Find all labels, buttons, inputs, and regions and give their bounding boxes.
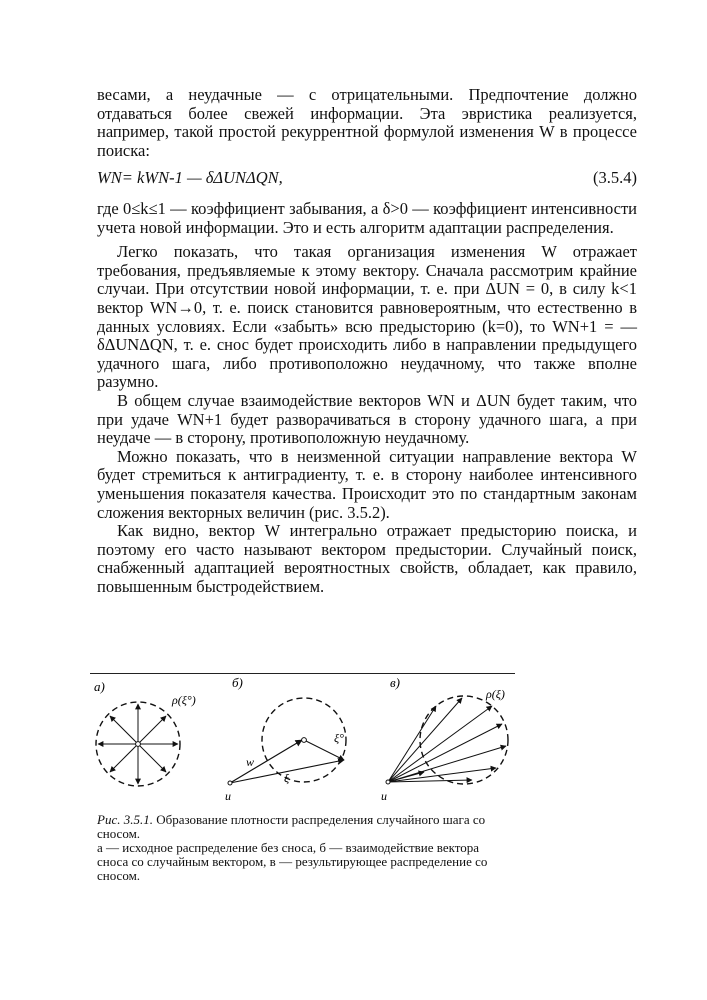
panel-c-distribution-circle: [420, 696, 508, 784]
panel-b-w-label: w: [246, 755, 255, 769]
paragraph-5: Можно показать, что в неизменной ситуации направление вектора W будет стремиться к антиградиенту, т. е. в сторону наиболее интенсивного уменьшения показателя качества. Происходит это по стандартным законам сложения векторных величин (рис. 3.5.2).: [97, 446, 637, 522]
panel-a-arrow: [110, 744, 138, 772]
formula-text: WN= kWN-1 — δΔUNΔQN,: [97, 168, 283, 187]
panel-c-origin: [386, 780, 390, 784]
panel-b-label: б): [232, 676, 243, 690]
panel-a-label: a): [94, 679, 105, 694]
paragraph-3: Легко показать, что такая организация изменения W отражает требования, предъявляемые к этому вектору. Сначала рассмотрим крайние случаи. При отсутствии новой информации, т. е. при ΔUN = 0, в силу k<1 вектор WN→0, т. е. поиск становится равновероятным, что естественно в данных условиях. Если «забыть» всю предысторию (k=0), то WN+1 = —δΔUNΔQN, т. е. снос будет происходить либо в направлении предыдущего удачного шага, либо противоположно неудачному, что также вполне разумно.: [97, 242, 637, 392]
panel-b-xi0-label: ξ°: [334, 731, 344, 745]
paragraph-6: Как видно, вектор W интегрально отражает предысторию поиска, и поэтому его часто называют вектором предыстории. Случайный поиск, снабженный адаптацией вероятностных свойств, обладает, как правило, повышенным быстродействием.: [97, 521, 637, 596]
paragraph-4: В общем случае взаимодействие векторов WN и ΔUN будет таким, что при удаче WN+1 будет разворачиваться в сторону удачного шага, а при неудаче — в сторону, противоположную неудачному.: [97, 390, 637, 448]
caption-title: Образование плотности распределения случайного шага со сносом.: [97, 812, 486, 841]
panel-b-origin: [228, 781, 232, 785]
figure-3-5-1: [88, 676, 518, 804]
panel-c-arrow: [388, 706, 436, 782]
figure-caption: [97, 813, 507, 883]
panel-c-arrows: [388, 698, 506, 782]
panel-b-u-label: u: [225, 789, 231, 803]
formula-3-5-4: [97, 168, 637, 190]
panel-c-rho-label: ρ(ξ): [486, 687, 505, 701]
caption-description: а — исходное распределение без сноса, б — взаимодействие вектора сноса со случайным вектором, в — результирующее распределение со сносом.: [97, 840, 488, 883]
paragraph-1: весами, а неудачные — с отрицательными. Предпочтение должно отдаваться более свежей информации. Эта эвристика реализуется, например, такой простой рекуррентной формулой изменения W в процессе поиска:: [97, 85, 637, 160]
formula-number: (3.5.4): [593, 168, 637, 187]
panel-b-center: [302, 738, 307, 743]
panel-c-arrow: [388, 698, 462, 782]
panel-c-u-label: u: [381, 789, 387, 803]
figure-top-rule: [90, 673, 515, 674]
body-text-main: [97, 200, 637, 596]
panel-b-xi-label: ξ: [284, 771, 290, 785]
panel-a-arrow: [110, 716, 138, 744]
panel-b-drift-vector-w: [230, 740, 302, 783]
panel-c-arrow: [388, 724, 502, 782]
panel-a-rho-label: ρ(ξ°): [172, 693, 196, 707]
body-text-top: [97, 86, 637, 160]
caption-figure-ref: Рис. 3.5.1.: [97, 812, 153, 827]
panel-c-label: в): [390, 676, 400, 690]
panel-a-arrow: [138, 744, 166, 772]
panel-a-origin: [136, 742, 141, 747]
paragraph-2: где 0≤k≤1 — коэффициент забывания, а δ>0 — коэффициент интенсивности учета новой информации. Это и есть алгоритм адаптации распределения.: [97, 199, 637, 237]
panel-a-arrow: [138, 716, 166, 744]
